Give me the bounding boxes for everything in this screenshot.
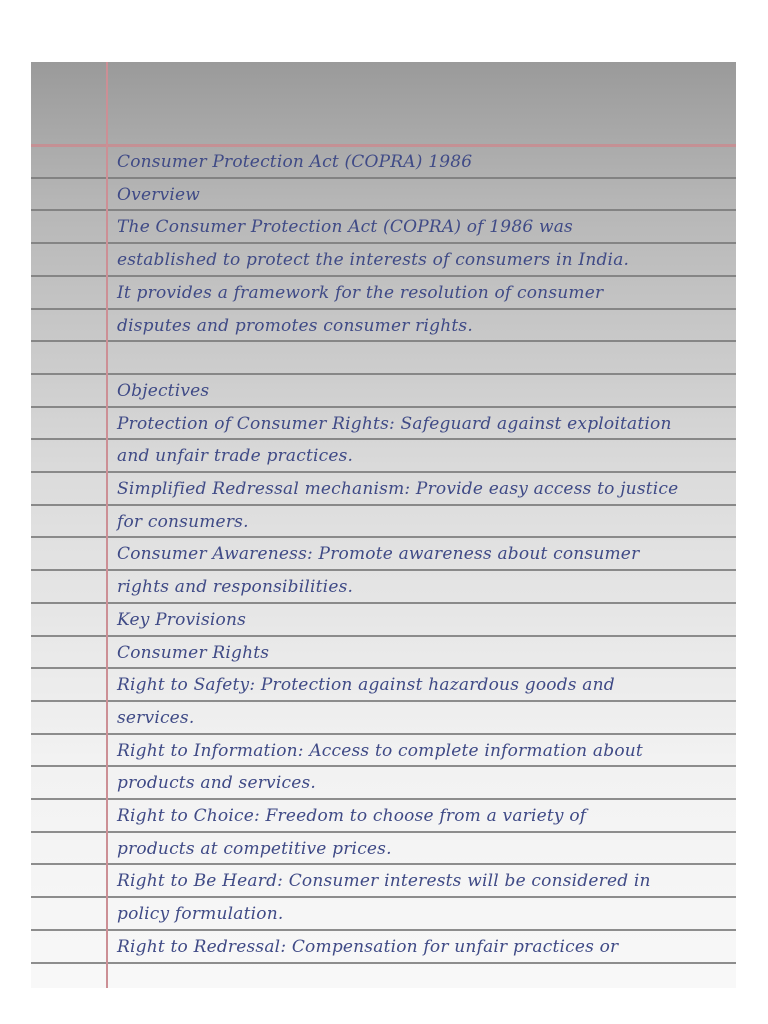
note-line: Protection of Consumer Rights: Safeguard against exploitation [117,413,672,434]
note-line: Simplified Redressal mechanism: Provide easy access to justice [117,479,679,499]
note-line: Objectives [117,380,210,401]
note-line: Key Provisions [117,609,247,630]
note-line: Right to Redressal: Compensation for unfair practices or [117,936,619,957]
note-line [117,348,732,378]
note-line: Consumer Protection Act (COPRA) 1986 [117,152,473,172]
note-line: and unfair trade practices. [117,446,354,467]
notebook-page [31,62,736,988]
note-line: Consumer Rights [117,642,270,663]
note-line: products and services. [117,773,316,794]
note-line: policy formulation. [117,904,284,925]
note-line: Right to Information: Access to complete information about [117,740,643,761]
note-line: It provides a framework for the resolution of consumer [117,282,604,303]
margin-line [106,62,108,988]
note-line: Right to Safety: Protection against hazardous goods and [117,675,615,696]
note-line: established to protect the interests of consumers in India. [117,250,630,271]
note-line: Overview [117,184,200,205]
note-line: services. [117,707,195,728]
note-line: Right to Be Heard: Consumer interests will be considered in [117,871,651,892]
note-line: disputes and promotes consumer rights. [117,315,473,336]
note-line: products at competitive prices. [117,838,392,859]
note-line: Consumer Awareness: Promote awareness about consumer [117,544,640,565]
note-line: Right to Choice: Freedom to choose from a variety of [117,806,587,826]
ruled-line [31,144,736,147]
note-line: for consumers. [117,511,249,532]
note-line: The Consumer Protection Act (COPRA) of 1986 was [117,217,573,238]
note-line: rights and responsibilities. [117,577,354,598]
